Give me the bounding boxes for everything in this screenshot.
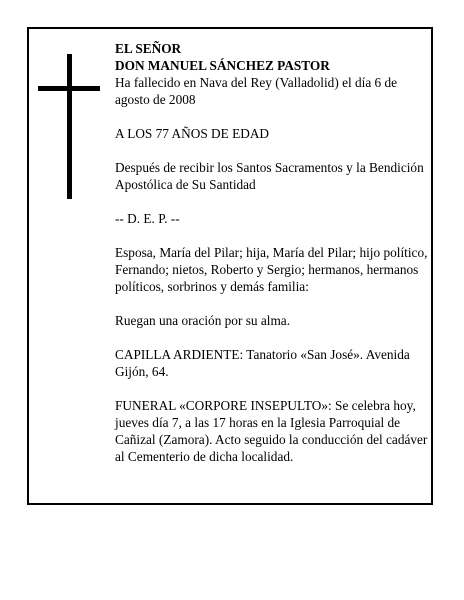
- death-announcement: Ha fallecido en Nava del Rey (Valladolid) el día 6 de agosto de 2008: [115, 75, 398, 107]
- cross-horizontal-bar: [38, 86, 100, 91]
- deceased-name: DON MANUEL SÁNCHEZ PASTOR: [115, 58, 330, 73]
- funeral-line: FUNERAL «CORPORE INSEPULTO»: Se celebra hoy, jueves día 7, a las 17 horas en la Iglesia Parroquial de Cañizal (Zamora). Acto seguido la conducción del cadáver al Cementerio de dicha localidad.: [115, 398, 428, 464]
- chapel-line: CAPILLA ARDIENTE: Tanatorio «San José». Avenida Gijón, 64.: [115, 347, 410, 379]
- obituary-notice: [27, 27, 433, 505]
- age-line: A LOS 77 AÑOS DE EDAD: [115, 126, 270, 141]
- prayer-request: Ruegan una oración por su alma.: [115, 313, 291, 328]
- family-line: Esposa, María del Pilar; hija, María del Pilar; hijo político, Fernando; nietos, Roberto y Sergio; hermanos, hermanos políticos, sorbrinos y demás familia:: [115, 245, 428, 294]
- honorific: EL SEÑOR: [115, 41, 182, 56]
- rip-line: -- D. E. P. --: [115, 211, 180, 226]
- sacraments-line: Después de recibir los Santos Sacramentos y la Bendición Apostólica de Su Santidad: [115, 160, 424, 192]
- latin-cross-icon: [38, 54, 100, 199]
- cross-vertical-bar: [67, 54, 72, 199]
- obituary-text: [115, 40, 433, 465]
